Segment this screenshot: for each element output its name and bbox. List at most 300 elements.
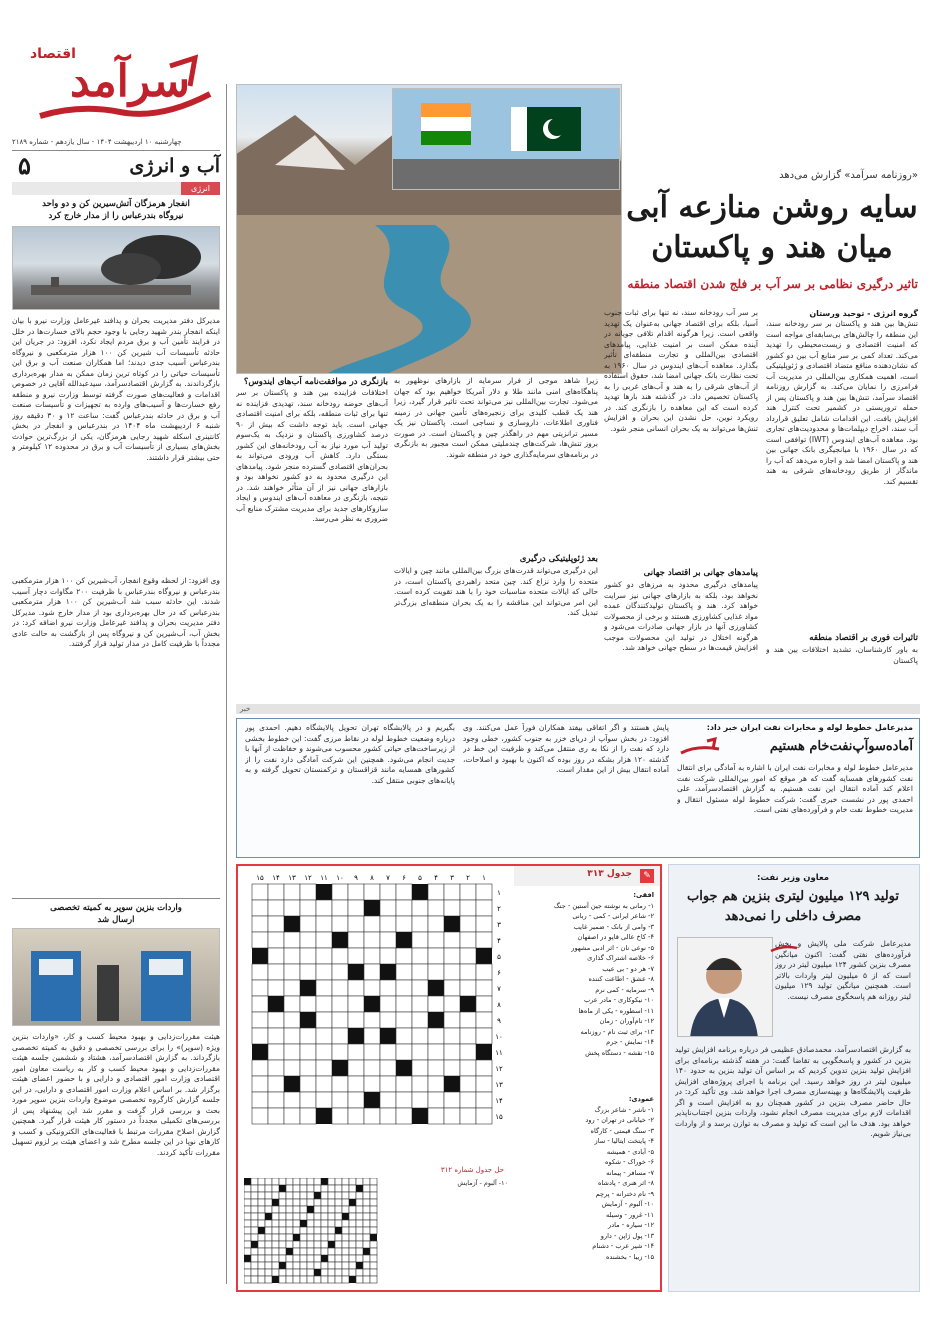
grid-cell[interactable] [348,948,364,964]
grid-cell[interactable] [476,1076,492,1092]
grid-cell[interactable] [332,1012,348,1028]
grid-cell[interactable] [460,1092,476,1108]
grid-cell[interactable] [476,996,492,1012]
grid-cell[interactable] [268,980,284,996]
answer-cell [258,1248,265,1255]
grid-cell[interactable] [252,996,268,1012]
answer-cell [258,1192,265,1199]
grid-cell[interactable] [348,1060,364,1076]
grid-block [364,900,380,916]
grid-cell[interactable] [364,980,380,996]
answer-cell [356,1220,363,1227]
grid-cell[interactable] [476,1012,492,1028]
mid-band [236,704,920,860]
grid-cell[interactable] [396,980,412,996]
grid-cell[interactable] [412,964,428,980]
answer-cell [300,1178,307,1185]
grid-cell[interactable] [332,964,348,980]
answer-cell [314,1241,321,1248]
grid-cell[interactable] [444,1044,460,1060]
answer-cell [293,1248,300,1255]
grid-cell[interactable] [396,1108,412,1124]
answer-cell [363,1241,370,1248]
answer-cell [279,1248,286,1255]
grid-cell[interactable] [380,1092,396,1108]
answer-cell [272,1192,279,1199]
grid-cell[interactable] [396,964,412,980]
answer-block [356,1185,363,1192]
grid-block [460,996,476,1012]
grid-cell[interactable] [428,964,444,980]
grid-cell[interactable] [284,932,300,948]
grid-cell[interactable] [300,1108,316,1124]
answer-cell [328,1213,335,1220]
col4-subheading: بازنگری در موافقت‌نامه آب‌های ایندوس؟ [243,377,388,387]
answer-cell [363,1185,370,1192]
answer-cell [342,1269,349,1276]
grid-cell[interactable] [316,1012,332,1028]
answer-cell [265,1178,272,1185]
grid-block [412,1108,428,1124]
grid-cell[interactable] [348,884,364,900]
grid-cell[interactable] [284,996,300,1012]
grid-cell[interactable] [332,1092,348,1108]
grid-cell[interactable] [316,964,332,980]
grid-cell[interactable] [412,1060,428,1076]
grid-cell[interactable] [364,1060,380,1076]
grid-column-number: ۱۰ [336,874,344,882]
grid-cell[interactable] [428,1076,444,1092]
grid-cell[interactable] [412,1092,428,1108]
grid-cell[interactable] [332,1076,348,1092]
answer-cell [342,1248,349,1255]
grid-cell[interactable] [396,1092,412,1108]
grid-cell[interactable] [444,996,460,1012]
grid-cell[interactable] [316,1044,332,1060]
answer-cell [244,1276,251,1283]
answer-cell [321,1234,328,1241]
panel-body-1: مدیرعامل شرکت ملی پالایش و پخش فرآورده‌های نفتی گفت: اکنون میانگین مصرف بنزین کشور ۱۲۴ میلیون لیتر در روز است که از ۵ میلیون لیتر واردات بالاتر است. همچنین میانگین تولید ۱۲۹ میلیون لیتر روزانه هم پاسخگوی مصرف نیست. [775,939,911,1001]
grid-cell[interactable] [380,1044,396,1060]
down-clue: ۱۱- غرور - وسیله [605,1210,654,1219]
answer-cell [321,1213,328,1220]
answer-cell [321,1199,328,1206]
grid-cell[interactable] [348,1012,364,1028]
grid-cell[interactable] [252,1028,268,1044]
grid-cell[interactable] [252,900,268,916]
grid-cell[interactable] [348,1108,364,1124]
grid-cell[interactable] [252,884,268,900]
answer-cell [286,1220,293,1227]
panel-kicker: معاون وزیر نفت: [756,873,830,883]
grid-cell[interactable] [332,884,348,900]
answer-cell [307,1213,314,1220]
grid-cell[interactable] [412,932,428,948]
grid-cell[interactable] [412,916,428,932]
answer-cell [370,1227,377,1234]
grid-cell[interactable] [268,1012,284,1028]
down-label: عمودی: [628,1095,654,1103]
grid-cell[interactable] [348,996,364,1012]
grid-cell[interactable] [364,1076,380,1092]
answer-block [314,1192,321,1199]
grid-cell[interactable] [380,1060,396,1076]
grid-cell[interactable] [476,900,492,916]
grid-cell[interactable] [348,900,364,916]
answer-cell [328,1248,335,1255]
answer-cell [307,1220,314,1227]
across-clue: ۷- هر دو - بی عیب [602,964,654,973]
answer-cell [244,1185,251,1192]
grid-cell[interactable] [284,948,300,964]
grid-cell[interactable] [460,932,476,948]
grid-cell[interactable] [332,980,348,996]
grid-cell[interactable] [428,1028,444,1044]
grid-cell[interactable] [444,900,460,916]
grid-cell[interactable] [284,980,300,996]
grid-cell[interactable] [348,1076,364,1092]
answer-cell [349,1213,356,1220]
grid-cell[interactable] [476,884,492,900]
answer-cell [251,1213,258,1220]
grid-cell[interactable] [396,900,412,916]
grid-cell[interactable] [396,884,412,900]
grid-cell[interactable] [380,884,396,900]
answer-cell [272,1255,279,1262]
crossword-grid[interactable] [242,870,512,1160]
grid-cell[interactable] [332,1108,348,1124]
grid-cell[interactable] [284,1108,300,1124]
grid-cell[interactable] [476,1028,492,1044]
grid-cell[interactable] [460,1012,476,1028]
grid-cell[interactable] [380,900,396,916]
grid-cell[interactable] [428,948,444,964]
grid-cell[interactable] [380,996,396,1012]
grid-cell[interactable] [252,1092,268,1108]
grid-cell[interactable] [380,916,396,932]
grid-cell[interactable] [476,932,492,948]
grid-cell[interactable] [412,1012,428,1028]
answer-cell [370,1178,377,1185]
grid-cell[interactable] [316,932,332,948]
answer-cell [251,1192,258,1199]
grid-cell[interactable] [444,884,460,900]
grid-cell[interactable] [428,900,444,916]
grid-cell[interactable] [476,1092,492,1108]
grid-cell[interactable] [348,932,364,948]
grid-cell[interactable] [460,948,476,964]
answer-block [321,1178,328,1185]
grid-cell[interactable] [348,916,364,932]
grid-cell[interactable] [316,916,332,932]
grid-cell[interactable] [284,964,300,980]
grid-cell[interactable] [364,932,380,948]
grid-cell[interactable] [364,884,380,900]
answer-cell [328,1262,335,1269]
across-clue: ۱۳- برای ثبت نام - روزنامه [580,1027,654,1036]
grid-cell[interactable] [268,1044,284,1060]
answer-cell [279,1220,286,1227]
grid-cell[interactable] [444,1108,460,1124]
grid-cell[interactable] [364,916,380,932]
grid-cell[interactable] [348,980,364,996]
grid-cell[interactable] [268,884,284,900]
answer-block [349,1276,356,1283]
grid-cell[interactable] [332,996,348,1012]
grid-cell[interactable] [284,884,300,900]
grid-cell[interactable] [332,900,348,916]
grid-cell[interactable] [348,1092,364,1108]
grid-cell[interactable] [476,1108,492,1124]
grid-cell[interactable] [396,948,412,964]
grid-cell[interactable] [300,948,316,964]
answer-cell [370,1262,377,1269]
across-clue: ۳- وامی از بانک - ضمیر غایب [573,922,654,931]
answer-cell [356,1227,363,1234]
grid-cell[interactable] [284,1044,300,1060]
grid-cell[interactable] [396,1028,412,1044]
grid-cell[interactable] [268,964,284,980]
answer-cell [251,1262,258,1269]
grid-cell[interactable] [380,948,396,964]
grid-cell[interactable] [412,996,428,1012]
answer-cell [335,1234,342,1241]
grid-cell[interactable] [460,1060,476,1076]
grid-cell[interactable] [444,932,460,948]
grid-cell[interactable] [268,1028,284,1044]
grid-cell[interactable] [396,1044,412,1060]
grid-cell[interactable] [380,1108,396,1124]
grid-cell[interactable] [284,900,300,916]
grid-cell[interactable] [460,964,476,980]
grid-cell[interactable] [428,1092,444,1108]
answer-cell [314,1248,321,1255]
grid-cell[interactable] [476,916,492,932]
grid-cell[interactable] [252,1108,268,1124]
col3-body-2: این درگیری می‌تواند قدرت‌های بزرگ بین‌المللی مانند چین و ایالات متحده را وارد نزاع کند. چین متحد راهبردی پاکستان است، در حالی که ایالات متحده مناسبات خود را با هند تقویت کرده است. این امر می‌تواند این مناقشه را به یک بحران منطقه‌ای بزرگ‌تر تبدیل کند. [394,566,598,617]
answer-cell [328,1192,335,1199]
grid-row-number: ۴ [497,937,501,945]
grid-cell[interactable] [444,1060,460,1076]
grid-cell[interactable] [316,1028,332,1044]
grid-cell[interactable] [268,1108,284,1124]
grid-cell[interactable] [380,980,396,996]
grid-cell[interactable] [300,1044,316,1060]
grid-cell[interactable] [380,932,396,948]
grid-cell[interactable] [268,948,284,964]
grid-cell[interactable] [268,932,284,948]
grid-cell[interactable] [284,1060,300,1076]
answer-cell [363,1192,370,1199]
grid-cell[interactable] [300,1028,316,1044]
answer-cell [279,1234,286,1241]
official-portrait [677,937,773,1037]
grid-cell[interactable] [460,1044,476,1060]
down-clue: ۲- خیابانی در تهران - رود [585,1116,654,1124]
answer-cell [335,1220,342,1227]
grid-cell[interactable] [268,1076,284,1092]
grid-cell[interactable] [412,948,428,964]
grid-block [252,948,268,964]
grid-cell[interactable] [252,1060,268,1076]
grid-cell[interactable] [444,964,460,980]
grid-cell[interactable] [268,916,284,932]
answer-cell [279,1206,286,1213]
grid-cell[interactable] [300,996,316,1012]
grid-cell[interactable] [396,1076,412,1092]
fuel-headline [12,902,220,926]
border-ceremony-photo [392,88,620,190]
grid-cell[interactable] [460,1108,476,1124]
grid-cell[interactable] [364,964,380,980]
grid-cell[interactable] [332,1028,348,1044]
answer-cell [328,1220,335,1227]
fuel-pump-icon [12,929,219,1026]
grid-cell[interactable] [284,1028,300,1044]
answer-cell [363,1227,370,1234]
grid-cell[interactable] [300,916,316,932]
grid-cell[interactable] [364,1044,380,1060]
grid-cell[interactable] [396,996,412,1012]
grid-cell[interactable] [252,964,268,980]
grid-cell[interactable] [444,980,460,996]
answer-cell [300,1199,307,1206]
grid-cell[interactable] [364,1012,380,1028]
grid-cell[interactable] [252,916,268,932]
grid-cell[interactable] [428,932,444,948]
grid-cell[interactable] [268,1060,284,1076]
grid-cell[interactable] [300,1092,316,1108]
grid-cell[interactable] [380,1076,396,1092]
answer-cell [258,1220,265,1227]
grid-cell[interactable] [380,1012,396,1028]
person-portrait-icon [677,938,772,1037]
grid-cell[interactable] [300,932,316,948]
grid-cell[interactable] [316,980,332,996]
grid-cell[interactable] [412,1044,428,1060]
grid-cell[interactable] [316,1092,332,1108]
grid-cell[interactable] [460,900,476,916]
grid-cell[interactable] [252,1076,268,1092]
grid-cell[interactable] [316,996,332,1012]
grid-cell[interactable] [396,1012,412,1028]
answer-cell [251,1206,258,1213]
answer-cell [293,1262,300,1269]
answer-cell [363,1206,370,1213]
grid-cell[interactable] [428,1044,444,1060]
grid-cell[interactable] [300,884,316,900]
across-clue: ۴- کاخ عالی قاپو در اصفهان [577,933,654,941]
grid-cell[interactable] [444,948,460,964]
dateline: چهارشنبه ۱۰ اردیبهشت ۱۴۰۴ - سال یازدهم - شماره ۲۱۸۹ [12,138,182,146]
answer-cell [244,1206,251,1213]
grid-cell[interactable] [396,916,412,932]
answer-cell [349,1234,356,1241]
answer-cell [342,1199,349,1206]
answer-cell [251,1248,258,1255]
answer-cell [272,1213,279,1220]
answer-cell [279,1192,286,1199]
grid-cell[interactable] [428,996,444,1012]
grid-cell[interactable] [460,1028,476,1044]
grid-cell[interactable] [444,1012,460,1028]
story-kicker: «روزنامه سرآمد» گزارش می‌دهد [779,170,918,181]
grid-cell[interactable] [412,1076,428,1092]
answer-cell [342,1192,349,1199]
grid-cell[interactable] [460,916,476,932]
grid-cell[interactable] [364,1108,380,1124]
grid-cell[interactable] [252,932,268,948]
grid-cell[interactable] [444,1092,460,1108]
grid-cell[interactable] [300,1076,316,1092]
answer-cell [251,1227,258,1234]
answer-cell [251,1234,258,1241]
answer-cell [321,1227,328,1234]
answer-cell [363,1199,370,1206]
grid-cell[interactable] [252,1012,268,1028]
grid-cell[interactable] [476,980,492,996]
grid-cell[interactable] [428,1108,444,1124]
grid-cell[interactable] [428,916,444,932]
grid-cell[interactable] [364,1028,380,1044]
grid-cell[interactable] [316,1060,332,1076]
grid-cell[interactable] [300,900,316,916]
answer-cell [293,1227,300,1234]
grid-cell[interactable] [300,1060,316,1076]
answer-cell [300,1213,307,1220]
grid-cell[interactable] [364,948,380,964]
answer-cell [279,1213,286,1220]
grid-cell[interactable] [316,948,332,964]
grid-cell[interactable] [428,884,444,900]
answer-cell [356,1178,363,1185]
grid-cell[interactable] [268,1092,284,1108]
grid-cell[interactable] [268,900,284,916]
answer-block [244,1255,251,1262]
answer-cell [286,1269,293,1276]
grid-block [428,980,444,996]
grid-cell[interactable] [412,1028,428,1044]
answer-cell [286,1227,293,1234]
logo-subtext: اقتصاد [30,46,76,62]
grid-cell[interactable] [476,1060,492,1076]
story-title [626,188,918,268]
grid-cell[interactable] [460,980,476,996]
grid-block [396,932,412,948]
grid-cell[interactable] [300,964,316,980]
grid-cell[interactable] [284,1092,300,1108]
grid-cell[interactable] [316,1076,332,1092]
grid-cell[interactable] [412,900,428,916]
answer-cell [335,1269,342,1276]
grid-cell[interactable] [428,1060,444,1076]
grid-cell[interactable] [252,980,268,996]
grid-cell[interactable] [316,900,332,916]
grid-cell[interactable] [460,884,476,900]
grid-cell[interactable] [284,1012,300,1028]
grid-cell[interactable] [476,964,492,980]
grid-cell[interactable] [460,1076,476,1092]
grid-cell[interactable] [332,1044,348,1060]
grid-cell[interactable] [332,916,348,932]
grid-cell[interactable] [332,948,348,964]
grid-cell[interactable] [412,980,428,996]
grid-cell[interactable] [348,1044,364,1060]
grid-cell[interactable] [444,1028,460,1044]
crossword-frame [236,864,662,1292]
answer-grid [244,1178,384,1286]
answer-cell [335,1248,342,1255]
